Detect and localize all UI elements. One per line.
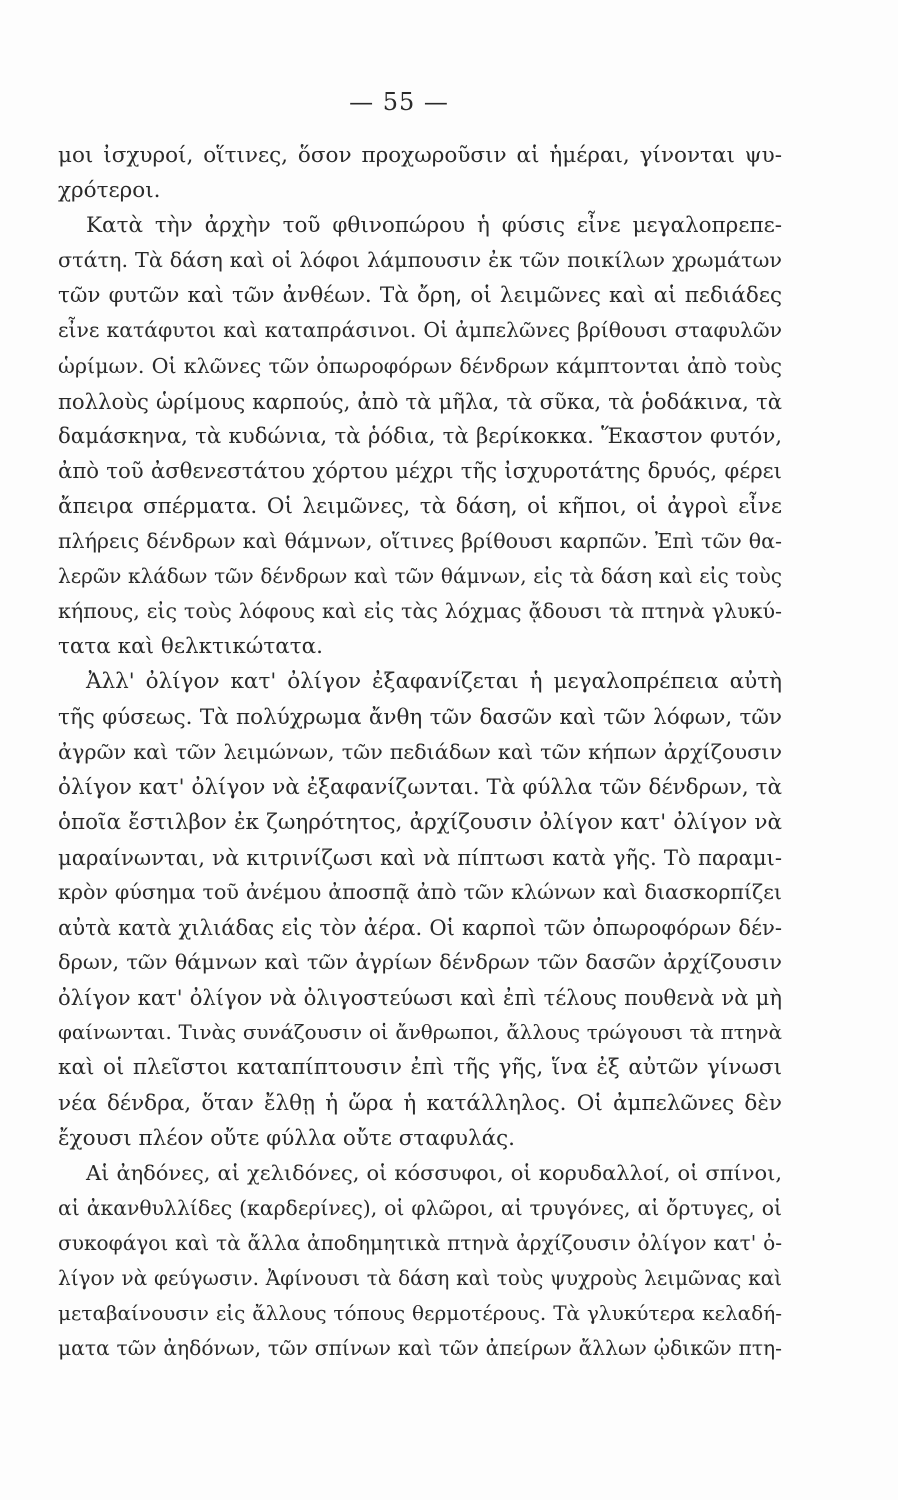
paragraph-start-line: Κατὰ τὴν ἀρχὴν τοῦ φθινοπώρου ἡ φύσις εἶνε μεγαλοπρεπε- bbox=[86, 213, 782, 239]
text-line: αἱ ἀκανθυλλίδες (καρδερίνες), οἱ φλῶροι, αἱ τρυγόνες, αἱ ὄρτυγες, οἱ bbox=[58, 1195, 782, 1220]
text-line: τῆς φύσεως. Τὰ πολύχρωμα ἄνθη τῶν δασῶν καὶ τῶν λόφων, τῶν bbox=[58, 704, 782, 730]
text-line: χρότεροι. bbox=[58, 178, 161, 204]
text-line: πολλοὺς ὡρίμους καρπούς, ἀπὸ τὰ μῆλα, τὰ σῦκα, τὰ ῥοδάκινα, τὰ bbox=[58, 388, 782, 414]
text-line: ἀγρῶν καὶ τῶν λειμώνων, τῶν πεδιάδων καὶ τῶν κήπων ἀρχίζουσιν bbox=[58, 739, 782, 764]
text-line: ματα τῶν ἀηδόνων, τῶν σπίνων καὶ τῶν ἀπείρων ἄλλων ᾠδικῶν πτη- bbox=[58, 1336, 782, 1361]
text-line: κήπους, εἰς τοὺς λόφους καὶ εἰς τὰς λόχμας ᾄδουσι τὰ πτηνὰ γλυκύ- bbox=[58, 599, 782, 624]
text-line: μεταβαίνουσιν εἰς ἄλλους τόπους θερμοτέρους. Τὰ γλυκύτερα κελαδή- bbox=[58, 1301, 782, 1326]
text-line: δαμάσκηνα, τὰ κυδώνια, τὰ ῥόδια, τὰ βερίκοκκα. Ἕκαστον φυτόν, bbox=[58, 423, 782, 449]
text-line: κρὸν φύσημα τοῦ ἀνέμου ἀποσπᾷ ἀπὸ τῶν κλώνων καὶ διασκορπίζει bbox=[58, 879, 782, 904]
text-line: εἶνε κατάφυτοι καὶ καταπράσινοι. Οἱ ἀμπελῶνες βρίθουσι σταφυλῶν bbox=[58, 318, 782, 343]
text-line: συκοφάγοι καὶ τὰ ἄλλα ἀποδημητικὰ πτηνὰ ἀρχίζουσιν ὀλίγον κατ' ὀ- bbox=[58, 1230, 782, 1255]
text-line: ἄπειρα σπέρματα. Οἱ λειμῶνες, τὰ δάση, οἱ κῆποι, οἱ ἀγροὶ εἶνε bbox=[58, 493, 782, 519]
page-number: — 55 — bbox=[349, 88, 449, 116]
text-line: νέα δένδρα, ὅταν ἔλθῃ ἡ ὥρα ἡ κατάλληλος. Οἱ ἀμπελῶνες δὲν bbox=[58, 1090, 782, 1116]
text-line: μαραίνωνται, νὰ κιτρινίζωσι καὶ νὰ πίπτωσι κατὰ γῆς. Τὸ παραμι- bbox=[58, 844, 782, 870]
body-text bbox=[58, 138, 782, 1366]
text-line: πλήρεις δένδρων καὶ θάμνων, οἵτινες βρίθουσι καρπῶν. Ἐπὶ τῶν θα- bbox=[58, 529, 782, 554]
text-line: μοι ἰσχυροί, οἵτινες, ὅσον προχωροῦσιν αἱ ἡμέραι, γίνονται ψυ- bbox=[58, 143, 782, 168]
text-line: αὐτὰ κατὰ χιλιάδας εἰς τὸν ἀέρα. Οἱ καρποὶ τῶν ὀπωροφόρων δέν- bbox=[58, 915, 782, 941]
text-line: ὡρίμων. Οἱ κλῶνες τῶν ὀπωροφόρων δένδρων κάμπτονται ἀπὸ τοὺς bbox=[58, 353, 782, 378]
text-line: λερῶν κλάδων τῶν δένδρων καὶ τῶν θάμνων, εἰς τὰ δάση καὶ εἰς τοὺς bbox=[58, 564, 782, 589]
text-line: λίγον νὰ φεύγωσιν. Ἀφίνουσι τὰ δάση καὶ τοὺς ψυχροὺς λειμῶνας καὶ bbox=[58, 1266, 782, 1290]
text-line: ἔχουσι πλέον οὔτε φύλλα οὔτε σταφυλάς. bbox=[58, 1125, 515, 1151]
text-line: ὀλίγον κατ' ὀλίγον νὰ ἐξαφανίζωνται. Τὰ φύλλα τῶν δένδρων, τὰ bbox=[58, 774, 782, 800]
text-line: δρων, τῶν θάμνων καὶ τῶν ἀγρίων δένδρων τῶν δασῶν ἀρχίζουσιν bbox=[58, 950, 782, 975]
text-line: φαίνωνται. Τινὰς συνάζουσιν οἱ ἄνθρωποι, ἄλλους τρώγουσι τὰ πτηνὰ bbox=[58, 1021, 782, 1045]
text-line: καὶ οἱ πλεῖστοι καταπίπτουσιν ἐπὶ τῆς γῆς, ἵνα ἐξ αὐτῶν γίνωσι bbox=[58, 1055, 782, 1081]
text-line: τῶν φυτῶν καὶ τῶν ἀνθέων. Τὰ ὄρη, οἱ λειμῶνες καὶ αἱ πεδιάδες bbox=[58, 283, 782, 309]
paragraph-start-line: Αἱ ἀηδόνες, αἱ χελιδόνες, οἱ κόσσυφοι, οἱ κορυδαλλοί, οἱ σπίνοι, bbox=[86, 1160, 782, 1185]
text-line: στάτη. Τὰ δάση καὶ οἱ λόφοι λάμπουσιν ἐκ τῶν ποικίλων χρωμάτων bbox=[58, 248, 782, 273]
text-line: ὁποῖα ἔστιλβον ἐκ ζωηρότητος, ἀρχίζουσιν ὀλίγον κατ' ὀλίγον νὰ bbox=[58, 809, 782, 835]
text-line: ὀλίγον κατ' ὀλίγον νὰ ὀλιγοστεύωσι καὶ ἐπὶ τέλους πουθενὰ νὰ μὴ bbox=[58, 985, 782, 1011]
text-line: τατα καὶ θελκτικώτατα. bbox=[58, 634, 323, 660]
text-line: ἀπὸ τοῦ ἀσθενεστάτου χόρτου μέχρι τῆς ἰσχυροτάτης δρυός, φέρει bbox=[58, 458, 782, 484]
paragraph-start-line: Ἀλλ' ὀλίγον κατ' ὀλίγον ἐξαφανίζεται ἡ μεγαλοπρέπεια αὐτὴ bbox=[86, 669, 782, 695]
